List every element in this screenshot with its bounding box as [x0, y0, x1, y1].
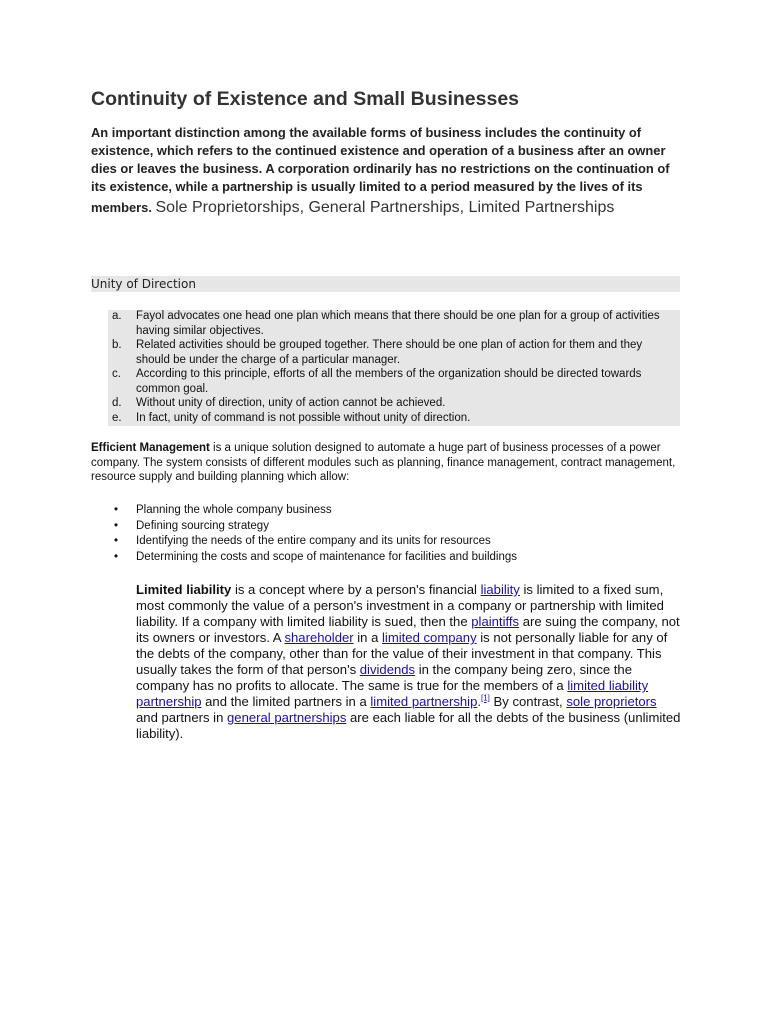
list-marker: d.: [112, 397, 122, 409]
bullet-icon: •: [114, 519, 119, 532]
link-limited-company[interactable]: limited company: [382, 630, 477, 645]
bullet-icon: •: [114, 535, 119, 547]
list-item: [108, 411, 678, 426]
efficient-management-paragraph: [91, 441, 683, 485]
list-item-text: In fact, unity of command is not possible without unity of direction.: [136, 411, 471, 424]
text-run: is limited to a fixed sum, most commonly the value of a person's investment in a company or partnership with limited liability. If a company with limited liability is sued, then the: [136, 582, 664, 629]
list-item-text: Related activities should be grouped together. There should be one plan of action for them and they should be under the charge of a particular manager.: [136, 339, 643, 366]
text-run: in a: [353, 630, 383, 645]
list-marker: a.: [112, 310, 122, 322]
list-item-text: Without unity of direction, unity of action cannot be achieved.: [136, 397, 446, 409]
list-item-text: Fayol advocates one head one plan which means that there should be one plan for a group of activities having similar objectives.: [136, 310, 660, 337]
list-marker: e.: [112, 411, 122, 424]
link-liability[interactable]: liability: [480, 582, 520, 597]
bullet-icon: •: [114, 550, 119, 563]
list-item-text: According to this principle, efforts of all the members of the organization should be directed towards common goal.: [136, 368, 642, 395]
list-item: [108, 309, 678, 338]
link-plaintiffs[interactable]: plaintiffs: [471, 614, 520, 629]
text-run: and the limited partners in a: [201, 694, 371, 709]
list-item-text: Defining sourcing strategy: [136, 519, 269, 532]
list-item: [108, 534, 678, 550]
text-run: is a concept where by a person's financial: [231, 582, 481, 597]
intro-tail-text: Sole Proprietorships, General Partnerships, Limited Partnerships: [155, 199, 615, 216]
text-run: in the company being zero, since the company has no profits to allocate. The same is true for the members of a: [136, 662, 632, 693]
list-marker: c.: [112, 368, 121, 380]
link-shareholder[interactable]: shareholder: [284, 630, 354, 645]
text-run: By contrast,: [489, 694, 567, 709]
list-marker: b.: [112, 339, 122, 351]
text-run: are suing the company, not its owners or investors. A: [136, 614, 680, 645]
limited-liability-bold: Limited liability: [136, 582, 232, 597]
limited-liability-paragraph: [136, 582, 681, 742]
text-run: is not personally liable for any of the debts of the company, other than for the value of their investment in that company. This usually takes the form of that person's: [136, 630, 668, 677]
list-item: [108, 503, 678, 519]
list-item: [108, 338, 678, 367]
text-run: and partners in: [136, 710, 227, 725]
list-item: [108, 367, 678, 396]
efficient-management-text: is a unique solution designed to automate a huge part of business processes of a power company. The system consists of different modules such as planning, finance management, contract management, resource supply and building planning which allow:: [91, 442, 676, 483]
efficient-management-bold: Efficient Management: [91, 442, 210, 454]
list-item-text: Identifying the needs of the entire company and its units for resources: [136, 535, 491, 547]
link-general-partnerships[interactable]: general partnerships: [227, 710, 347, 725]
page-title: Continuity of Existence and Small Businesses: [91, 88, 520, 110]
link-limited-liability-partnership[interactable]: limited liability partnership: [136, 678, 649, 709]
list-item: [108, 519, 678, 535]
text-run: are each liable for all the debts of the business (unlimited liability).: [136, 710, 681, 741]
citation-link[interactable]: [1]: [481, 693, 490, 703]
list-item: [108, 550, 678, 566]
intro-bold-text: An important distinction among the available forms of business includes the continuity of existence, which refers to the continued existence and operation of a business after an owner dies or leaves the business. A corporation ordinarily has no restrictions on the continuation of its existence, while a partnership is usually limited to a period measured by the lives of its members.: [91, 125, 670, 215]
bullet-list: [108, 503, 678, 565]
bullet-icon: •: [114, 504, 119, 516]
intro-paragraph: [91, 124, 681, 219]
text-run: .: [477, 694, 481, 709]
unity-list: [108, 309, 678, 425]
list-item: [108, 396, 678, 411]
unity-of-direction-heading: Unity of Direction: [91, 276, 680, 292]
list-item-text: Planning the whole company business: [136, 504, 332, 516]
list-item-text: Determining the costs and scope of maintenance for facilities and buildings: [136, 550, 517, 563]
link-dividends[interactable]: dividends: [359, 662, 416, 677]
link-sole-proprietors[interactable]: sole proprietors: [566, 694, 657, 709]
link-limited-partnership[interactable]: limited partnership: [370, 694, 478, 709]
